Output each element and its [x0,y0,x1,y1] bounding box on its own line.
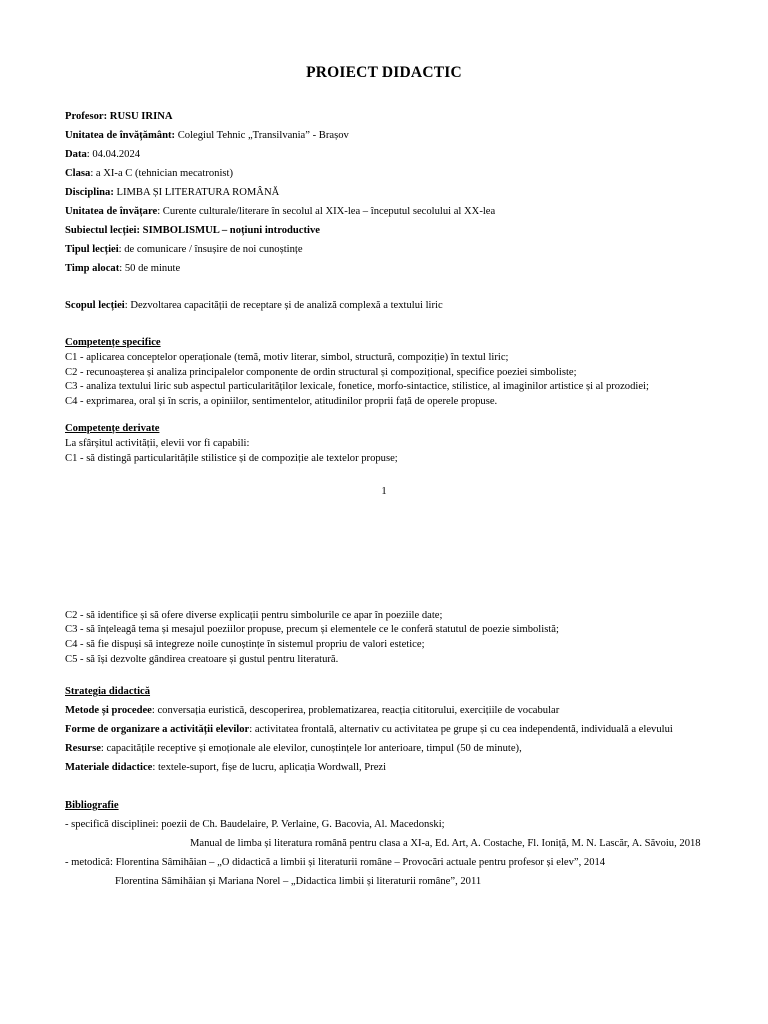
strategia-heading: Strategia didactică [65,686,151,697]
header-data-value: : 04.04.2024 [86,149,141,160]
strategia-metode-value: : conversația euristică, descoperirea, problematizarea, reacția cititorului, exercițiile de vocabular [151,705,560,716]
header-unitatea-invatare [65,205,495,218]
competente-specifice-heading: Competențe specifice [65,337,161,348]
scopul-lectiei [65,299,443,312]
header-clasa-value: : a XI-a C (tehnician mecatronist) [90,168,233,179]
bibliografie-line-4: Florentina Sâmihăian și Mariana Norel – „Didactica limbii și literaturii române”, 2011 [115,876,482,887]
header-subiect [65,224,320,237]
bibliografie-heading: Bibliografie [65,800,119,811]
strategia-materiale-label: Materiale didactice [65,762,153,773]
strategia-metode-label: Metode și procedee [65,705,152,716]
scopul-label: Scopul lecției [65,300,125,311]
competente-derivate-intro: La sfârșitul activității, elevii vor fi capabili: [65,438,250,449]
header-data-label: Data [65,149,87,160]
strategia-materiale [65,761,386,774]
page-number: 1 [381,486,387,497]
strategia-resurse-value: : capacitățile receptive și emoționale ale elevilor, cunoștințele lor anterioare, timpul (50 de minute), [100,743,522,754]
strategia-forme-label: Forme de organizare a activității elevilor [65,724,250,735]
strategia-materiale-value: : textele-suport, fișe de lucru, aplicația Wordwall, Prezi [152,762,387,773]
competenta-specifica-c4: C4 - exprimarea, oral și în scris, a opiniilor, sentimentelor, atitudinilor proprii față de operele propuse. [65,396,498,407]
header-timp [65,262,180,275]
competenta-specifica-c3: C3 - analiza textului liric sub aspectul particularităților lexicale, fonetice, morfo-sintactice, stilistice, al imaginilor artistice și al prozodiei; [65,381,649,392]
header-unitatea-label: Unitatea de învățământ: [65,130,176,141]
competenta-specifica-c1: C1 - aplicarea conceptelor operaționale (temă, motiv literar, simbol, structură, compoziție) în textul liric; [65,352,509,363]
header-timp-value: : 50 de minute [119,263,181,274]
header-unitatea-invatare-label: Unitatea de învățare [65,206,158,217]
header-clasa [65,167,233,180]
strategia-forme [65,723,673,736]
competente-derivate-heading: Competențe derivate [65,423,160,434]
header-tipul-label: Tipul lecției [65,244,119,255]
header-subiect-label: Subiectul lecției: SIMBOLISMUL – noțiuni introductive [65,225,320,236]
header-unitatea-value: Colegiul Tehnic „Transilvania” - Brașov [175,130,349,141]
bibliografie-line-3: - metodică: Florentina Sâmihăian – „O didactică a limbii și literaturii române – Provocări actuale pentru profesor și elev”, 2014 [65,857,606,868]
strategia-resurse [65,742,522,755]
header-unitatea [65,129,349,142]
header-profesor-label: Profesor: RUSU IRINA [65,111,173,122]
bibliografie-line-2: Manual de limba și literatura română pentru clasa a XI-a, Ed. Art, A. Costache, Fl. Ioniță, M. N. Lascăr, A. Săvoiu, 2018 [190,838,701,849]
header-tipul-value: : de comunicare / însușire de noi cunoștințe [118,244,303,255]
header-clasa-label: Clasa [65,168,91,179]
header-disciplina [65,186,279,199]
strategia-resurse-label: Resurse [65,743,101,754]
competenta-derivata-c4: C4 - să fie dispuși să integreze noile cunoștințe în sistemul propriu de valori estetice; [65,639,425,650]
header-data [65,148,140,161]
strategia-metode [65,704,559,717]
header-disciplina-value: LIMBA ȘI LITERATURA ROMÂNĂ [113,187,280,198]
page-title: PROIECT DIDACTIC [306,64,462,81]
bibliografie-line-1: - specifică disciplinei: poezii de Ch. Baudelaire, P. Verlaine, G. Bacovia, Al. Macedonski; [65,819,445,830]
strategia-forme-value: : activitatea frontală, alternativ cu activitatea pe grupe și cu cea independentă, individuală a elevului [249,724,673,735]
header-disciplina-label: Disciplina: [65,187,114,198]
competenta-derivata-c3: C3 - să înțeleagă tema și mesajul poeziilor propuse, precum și elementele ce le conferă statutul de poezie simbolistă; [65,624,559,635]
competenta-derivata-c5: C5 - să își dezvolte gândirea creatoare și gustul pentru literatură. [65,654,339,665]
competenta-derivata-c1: C1 - să distingă particularitățile stilistice și de compoziție ale textelor propuse; [65,453,398,464]
scopul-value: : Dezvoltarea capacității de receptare și de analiză complexă a textului liric [124,300,443,311]
header-tipul [65,243,303,256]
header-unitatea-invatare-value: : Curente culturale/literare în secolul al XIX-lea – începutul secolului al XX-lea [157,206,496,217]
header-profesor [65,110,173,123]
competenta-derivata-c2: C2 - să identifice și să ofere diverse explicații pentru simbolurile ce apar în poeziile date; [65,610,443,621]
header-timp-label: Timp alocat [65,263,120,274]
competenta-specifica-c2: C2 - recunoașterea și analiza principalelor componente de ordin structural și compozițional, specifice poeziei simboliste; [65,367,577,378]
